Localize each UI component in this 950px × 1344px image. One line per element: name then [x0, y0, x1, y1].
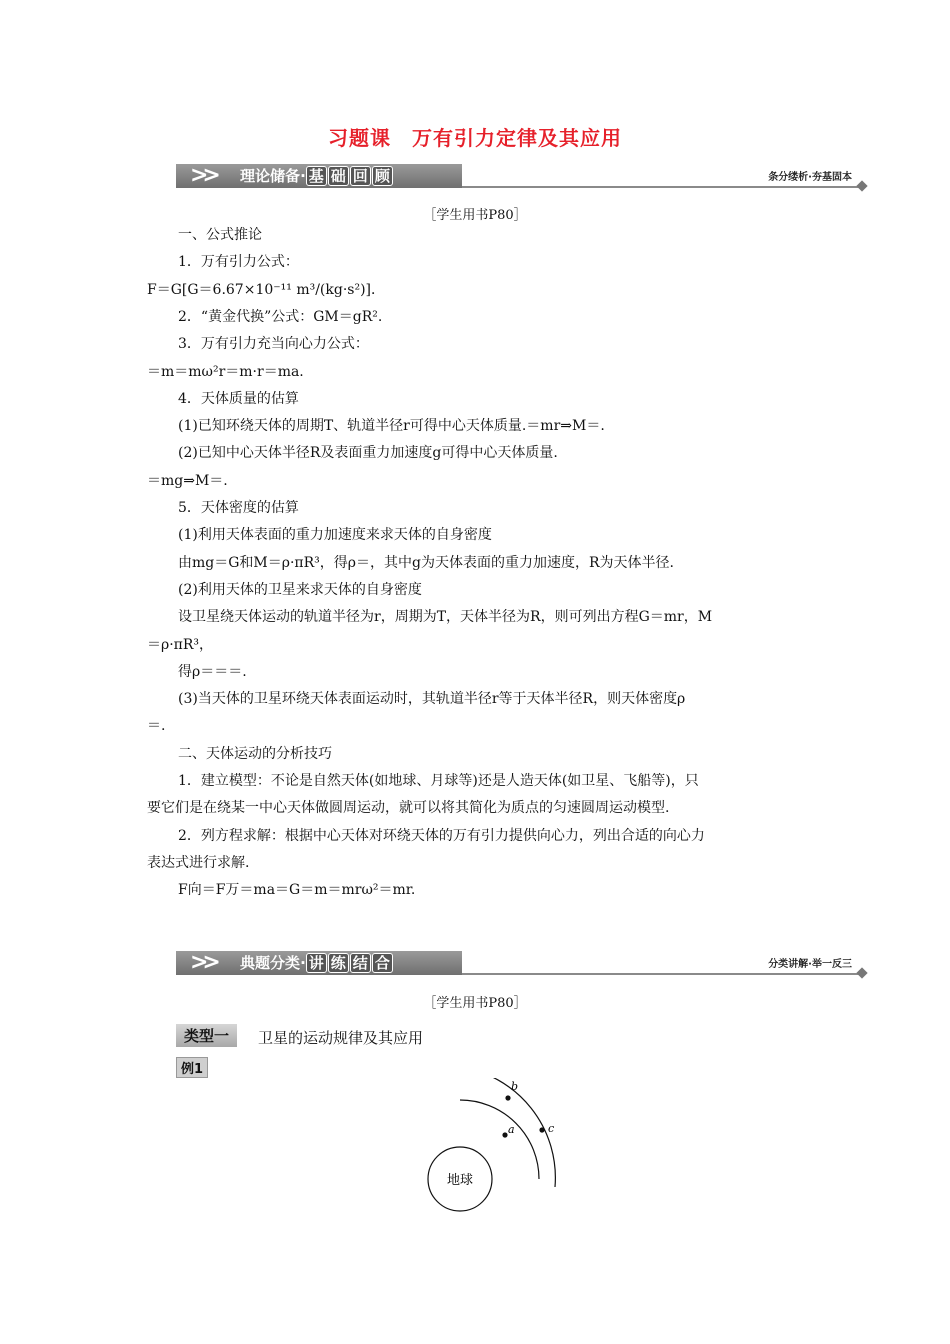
banner-char: 典	[240, 954, 256, 972]
text-line: (1)已知环绕天体的周期T、轨道半径r可得中心天体质量.＝mr⇒M＝.	[178, 418, 605, 434]
text-line: 2．“黄金代换”公式：GM＝gR².	[178, 309, 383, 325]
banner-boxed-char: 础	[328, 166, 349, 186]
point-label-a: a	[508, 1123, 515, 1136]
banner-char: 题	[255, 954, 271, 972]
satellite-b	[505, 1095, 510, 1100]
banner-char: 储	[270, 167, 286, 185]
book-reference: ［学生用书P80］	[423, 996, 527, 1011]
banner-divider	[462, 186, 860, 188]
banner-boxed-char: 讲	[306, 953, 327, 973]
satellite-c	[539, 1127, 544, 1132]
earth-label: 地球	[446, 1173, 474, 1188]
text-line: 5．天体密度的估算	[178, 500, 299, 516]
text-line: (2)利用天体的卫星来求天体的自身密度	[178, 582, 422, 598]
banner-boxed-char: 合	[372, 953, 393, 973]
text-line: 要它们是在绕某一中心天体做圆周运动，就可以将其简化为质点的匀速圆周运动模型.	[147, 800, 670, 816]
banner-char: 分	[270, 954, 286, 972]
text-line: F向＝F万＝ma＝G＝m＝mrω²＝mr.	[178, 882, 416, 898]
banner-boxed-char: 顾	[372, 166, 393, 186]
type-heading: 卫星的运动规律及其应用	[258, 1029, 424, 1047]
text-line: 二、天体运动的分析技巧	[178, 746, 332, 762]
banner-subtitle: 分类讲解·举一反三	[768, 959, 852, 970]
banner-title	[240, 951, 394, 975]
orbit-diagram	[420, 1078, 580, 1218]
chevron-icon: >>	[190, 950, 215, 975]
banner-char: 备	[285, 167, 301, 185]
banner-char: 类	[285, 954, 301, 972]
chevron-icon: >>	[190, 163, 215, 188]
book-reference: ［学生用书P80］	[423, 208, 527, 223]
text-line: ＝.	[147, 718, 166, 734]
banner-divider	[462, 973, 860, 975]
text-line: 由mg＝G和M＝ρ·πR³，得ρ＝，其中g为天体表面的重力加速度，R为天体半径.	[178, 555, 674, 571]
banner-char: ·	[300, 954, 306, 972]
point-label-c: c	[548, 1122, 555, 1135]
text-line: 得ρ＝＝＝.	[178, 664, 247, 680]
diamond-icon	[856, 967, 867, 978]
type-tag: 类型一	[176, 1024, 237, 1047]
point-label-b: b	[511, 1080, 519, 1093]
section-banner-theory	[176, 164, 866, 190]
text-line: ＝m＝mω²r＝m·r＝ma.	[147, 364, 304, 380]
text-line: 一、公式推论	[178, 227, 262, 243]
banner-char: ·	[300, 167, 306, 185]
text-line: 表达式进行求解.	[147, 855, 250, 871]
banner-char: 理	[240, 167, 256, 185]
banner-boxed-char: 结	[350, 953, 371, 973]
text-line: ＝ρ·πR³，	[147, 637, 214, 653]
text-line: (2)已知中心天体半径R及表面重力加速度g可得中心天体质量.	[178, 445, 558, 461]
text-line: (1)利用天体表面的重力加速度来求天体的自身密度	[178, 527, 492, 543]
text-line: 2．列方程求解：根据中心天体对环绕天体的万有引力提供向心力，列出合适的向心力	[178, 828, 705, 844]
text-line: 1．万有引力公式：	[178, 254, 299, 270]
text-line: ＝mg⇒M＝.	[147, 473, 228, 489]
text-line: (3)当天体的卫星环绕天体表面运动时，其轨道半径r等于天体半径R，则天体密度ρ	[178, 691, 686, 707]
banner-title	[240, 164, 394, 188]
banner-char: 论	[255, 167, 271, 185]
text-line: 1．建立模型：不论是自然天体(如地球、月球等)还是人造天体(如卫星、飞船等)，只	[178, 773, 699, 789]
section-banner-examples	[176, 951, 866, 977]
banner-boxed-char: 回	[350, 166, 371, 186]
banner-subtitle: 条分缕析·夯基固本	[768, 172, 852, 183]
inner-orbit	[460, 1100, 539, 1179]
text-line: 4．天体质量的估算	[178, 391, 299, 407]
banner-boxed-char: 基	[306, 166, 327, 186]
satellite-a	[502, 1132, 507, 1137]
banner-boxed-char: 练	[328, 953, 349, 973]
text-line: 3．万有引力充当向心力公式：	[178, 336, 369, 352]
diamond-icon	[856, 180, 867, 191]
page-title: 习题课 万有引力定律及其应用	[328, 126, 622, 150]
text-line: 设卫星绕天体运动的轨道半径为r，周期为T，天体半径为R，则可列出方程G＝mr，M	[178, 609, 713, 625]
text-line: F＝G[G＝6.67×10⁻¹¹ m³/(kg·s²)]．	[147, 282, 386, 298]
example-tag: 例1	[176, 1057, 208, 1078]
